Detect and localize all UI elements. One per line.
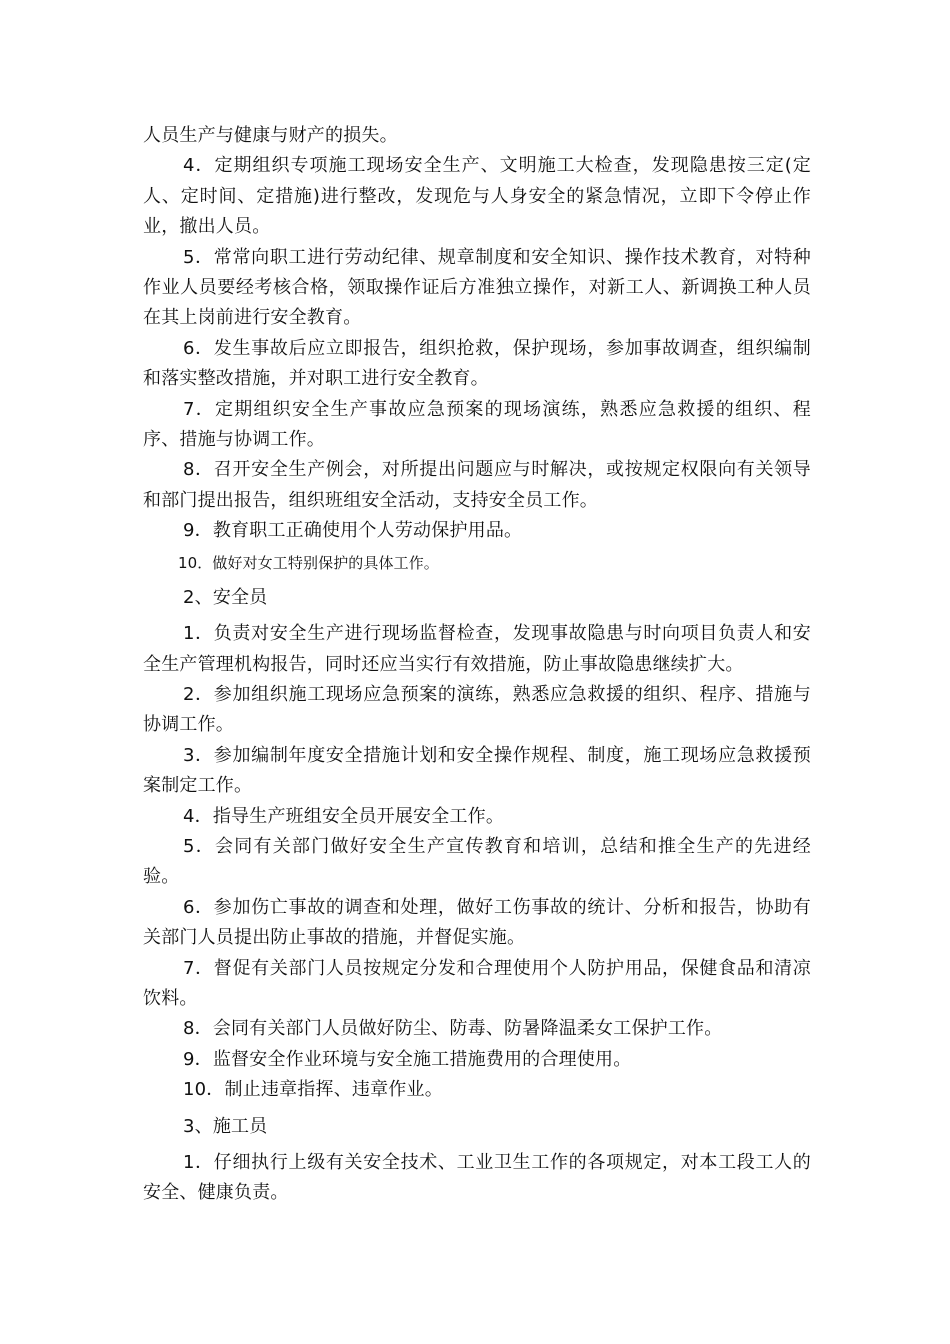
- section-heading-safety-officer: 2、安全员: [183, 586, 268, 608]
- safety-officer-item-6: 6．参加伤亡事故的调查和处理，做好工伤事故的统计、分析和报告，协助有关部门人员提出防止事故的措施，并督促实施。: [143, 896, 811, 949]
- construction-worker-item-1: 1．仔细执行上级有关安全技术、工业卫生工作的各项规定，对本工段工人的安全、健康负责。: [143, 1152, 811, 1204]
- paragraph-item-7: 7．定期组织安全生产事故应急预案的现场演练，熟悉应急救援的组织、程序、措施与协调工作。: [143, 398, 811, 451]
- paragraph-continuation: 人员生产与健康与财产的损失。: [143, 125, 398, 146]
- safety-officer-item-5: 5．会同有关部门做好安全生产宣传教育和培训，总结和推全生产的先进经验。: [143, 835, 811, 888]
- safety-officer-item-2: 2．参加组织施工现场应急预案的演练，熟悉应急救援的组织、程序、措施与协调工作。: [143, 683, 811, 736]
- document-body: [143, 121, 811, 1209]
- paragraph-item-8: 8．召开安全生产例会，对所提出问题应与时解决，或按规定权限向有关领导和部门提出报告，组织班组安全活动，支持安全员工作。: [143, 459, 811, 511]
- paragraph-item-4: 4．定期组织专项施工现场安全生产、文明施工大检查，发现隐患按三定(定人、定时间、定措施)进行整改，发现危与人身安全的紧急情况，立即下令停止作业，撤出人员。: [143, 155, 811, 238]
- safety-officer-item-4: 4．指导生产班组安全员开展安全工作。: [183, 805, 505, 827]
- paragraph-item-5: 5．常常向职工进行劳动纪律、规章制度和安全知识、操作技术教育，对特种作业人员要经考核合格，领取操作证后方准独立操作，对新工人、新调换工种人员在其上岗前进行安全教育。: [143, 246, 811, 329]
- safety-officer-item-3: 3．参加编制年度安全措施计划和安全操作规程、制度，施工现场应急救援预案制定工作。: [143, 744, 811, 797]
- safety-officer-item-1: 1．负责对安全生产进行现场监督检查，发现事故隐患与时向项目负责人和安全生产管理机构报告，同时还应当实行有效措施，防止事故隐患继续扩大。: [143, 623, 811, 675]
- paragraph-item-6: 6．发生事故后应立即报告，组织抢救，保护现场，参加事故调查，组织编制和落实整改措施，并对职工进行安全教育。: [143, 337, 811, 390]
- safety-officer-item-9: 9．监督安全作业环境与安全施工措施费用的合理使用。: [183, 1048, 632, 1070]
- paragraph-item-9: 9．教育职工正确使用个人劳动保护用品。: [183, 520, 523, 542]
- paragraph-item-10: 10．做好对女工特别保护的具体工作。: [178, 553, 439, 572]
- safety-officer-item-8: 8．会同有关部门人员做好防尘、防毒、防暑降温柔女工保护工作。: [183, 1018, 723, 1040]
- safety-officer-item-10: 10．制止违章指挥、违章作业。: [183, 1079, 443, 1101]
- section-heading-construction-worker: 3、施工员: [183, 1115, 268, 1137]
- safety-officer-item-7: 7．督促有关部门人员按规定分发和合理使用个人防护用品，保健食品和清凉饮料。: [143, 957, 811, 1009]
